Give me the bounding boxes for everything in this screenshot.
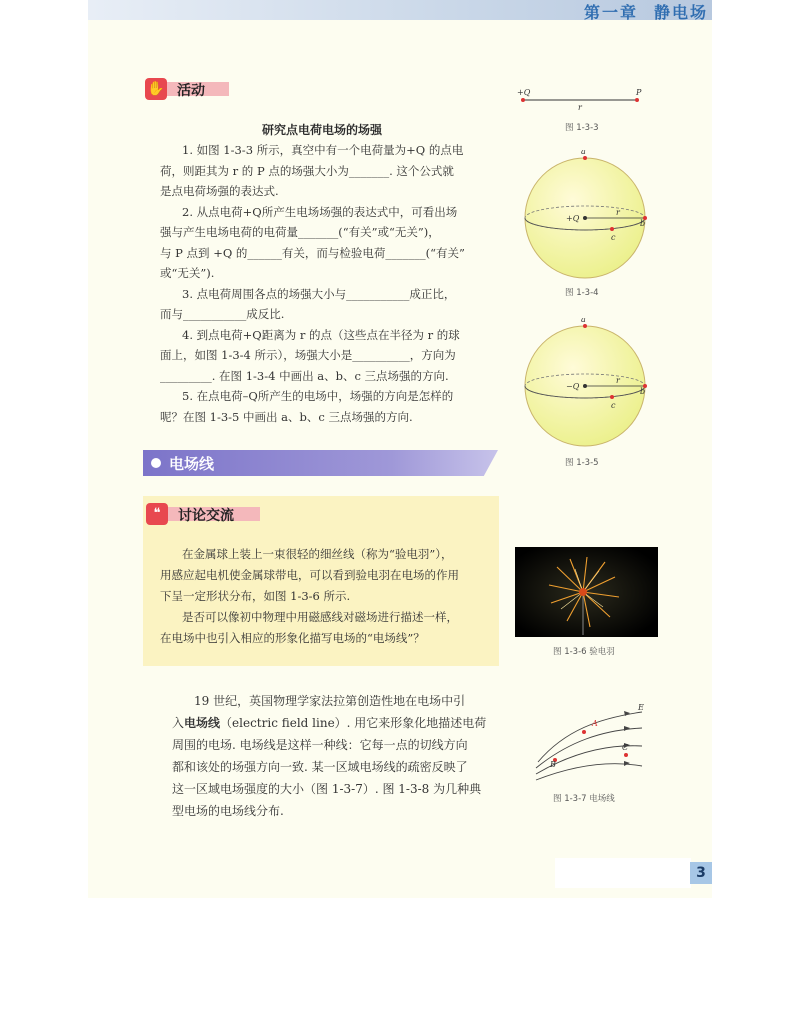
activity-icon: ✋ xyxy=(145,78,167,100)
bullet-icon xyxy=(151,458,161,468)
main-line: 型电场的电场线分布. xyxy=(172,804,284,818)
chapter-number: 第一章 xyxy=(583,3,638,22)
discussion-label-text: 讨论交流 xyxy=(178,508,234,524)
fig135-caption: 图 1-3-5 xyxy=(565,458,599,468)
fig137-A: A xyxy=(592,719,598,728)
activity-line: 是点电荷场强的表达式. xyxy=(160,184,279,198)
fig133-charge: +Q xyxy=(517,88,531,97)
activity-line: 强与产生电场电荷的电荷量_______(“有关”或“无关”)， xyxy=(160,225,440,239)
main-line: 19 世纪，英国物理学家法拉第创造性地在电场中引 xyxy=(194,694,466,708)
main-line: 都和该处的场强方向一致. 某一区域电场线的疏密反映了 xyxy=(172,760,468,774)
figure-1-3-6-photo xyxy=(515,547,658,637)
activity-line: 或“无关”). xyxy=(160,266,215,280)
fig134-b: b xyxy=(640,219,646,228)
section-title: 电场线 xyxy=(169,455,215,473)
discussion-body xyxy=(160,544,495,649)
main-paragraph xyxy=(172,690,502,822)
activity-line: 面上，如图 1-3-4 所示），场强大小是__________，方向为 xyxy=(160,348,456,362)
fig134-charge: +Q xyxy=(566,214,580,223)
activity-line: 5. 在点电荷–Q所产生的电场中，场强的方向是怎样的 xyxy=(182,389,454,403)
fig136-caption: 图 1-3-6 验电羽 xyxy=(553,647,615,657)
fig135-r: r xyxy=(616,376,620,385)
discussion-line: 在电场中也引入相应的形象化描写电场的“电场线”？ xyxy=(160,631,425,645)
main-line: 周围的电场. 电场线是这样一种线：它每一点的切线方向 xyxy=(172,738,468,752)
page-corner-blank xyxy=(555,858,691,888)
activity-line: 4. 到点电荷+Q距离为 r 的点（这些点在半径为 r 的球 xyxy=(182,327,460,342)
fig133-p: P xyxy=(636,88,642,97)
activity-line: 荷，则距其为 r 的 P 点的场强大小为_______. 这个公式就 xyxy=(160,163,454,178)
discussion-label xyxy=(146,503,258,523)
key-term: 电场线 xyxy=(184,716,221,730)
fig134-caption: 图 1-3-4 xyxy=(565,288,599,298)
fig133-caption: 图 1-3-3 xyxy=(565,123,599,133)
activity-line: 而与___________成反比. xyxy=(160,307,285,321)
figure-1-3-3 xyxy=(515,88,645,114)
discussion-line: 用感应起电机使金属球带电，可以看到验电羽在电场的作用 xyxy=(160,568,459,582)
fig135-c: c xyxy=(611,401,616,410)
discussion-icon: ❝ xyxy=(146,503,168,525)
fig137-B: B xyxy=(550,760,556,769)
activity-label-text: 活动 xyxy=(177,83,205,99)
activity-line: 2. 从点电荷+Q所产生电场场强的表达式中，可看出场 xyxy=(182,204,458,219)
fig137-caption: 图 1-3-7 电场线 xyxy=(553,794,615,804)
activity-line: 与 P 点到 +Q 的______有关，而与检验电荷_______(“有关” xyxy=(160,245,465,260)
chapter-title: 静电场 xyxy=(653,3,708,22)
fig137-C: C xyxy=(622,743,629,752)
section-heading xyxy=(143,450,498,476)
activity-body xyxy=(160,140,500,427)
activity-line: 3. 点电荷周围各点的场强大小与___________成正比， xyxy=(182,286,456,301)
fig135-charge: −Q xyxy=(566,382,580,391)
activity-line: 1. 如图 1-3-3 所示，真空中有一个电荷量为+Q 的点电 xyxy=(182,143,464,157)
main-line: 入电场线（electric field line）. 用它来形象化地描述电荷 xyxy=(172,716,487,730)
discussion-line: 是否可以像初中物理中用磁感线对磁场进行描述一样， xyxy=(182,610,458,624)
activity-label xyxy=(145,78,227,98)
activity-line: 呢？在图 1-3-5 中画出 a、b、c 三点场强的方向. xyxy=(160,409,413,424)
fig135-b: b xyxy=(640,387,646,396)
discussion-line: 下呈一定形状分布，如图 1-3-6 所示. xyxy=(160,589,351,603)
figure-1-3-7 xyxy=(530,700,650,785)
main-line: 这一区域电场强度的大小（图 1-3-7）. 图 1-3-8 为几种典 xyxy=(172,782,482,796)
fig134-a: a xyxy=(581,150,586,156)
fig134-c: c xyxy=(611,233,616,242)
activity-line: _________. 在图 1-3-4 中画出 a、b、c 三点场强的方向. xyxy=(160,368,449,383)
chapter-heading xyxy=(568,0,708,23)
page-number: 3 xyxy=(690,862,712,884)
figure-1-3-5 xyxy=(520,318,650,450)
fig133-r: r xyxy=(578,103,582,112)
fig137-E: E xyxy=(638,703,644,712)
figure-1-3-4 xyxy=(520,150,650,280)
activity-title: 研究点电荷电场的场强 xyxy=(262,123,383,137)
fig134-r: r xyxy=(616,208,620,217)
discussion-line: 在金属球上装上一束很轻的细丝线（称为“验电羽”）， xyxy=(182,547,453,561)
fig135-a: a xyxy=(581,318,586,324)
